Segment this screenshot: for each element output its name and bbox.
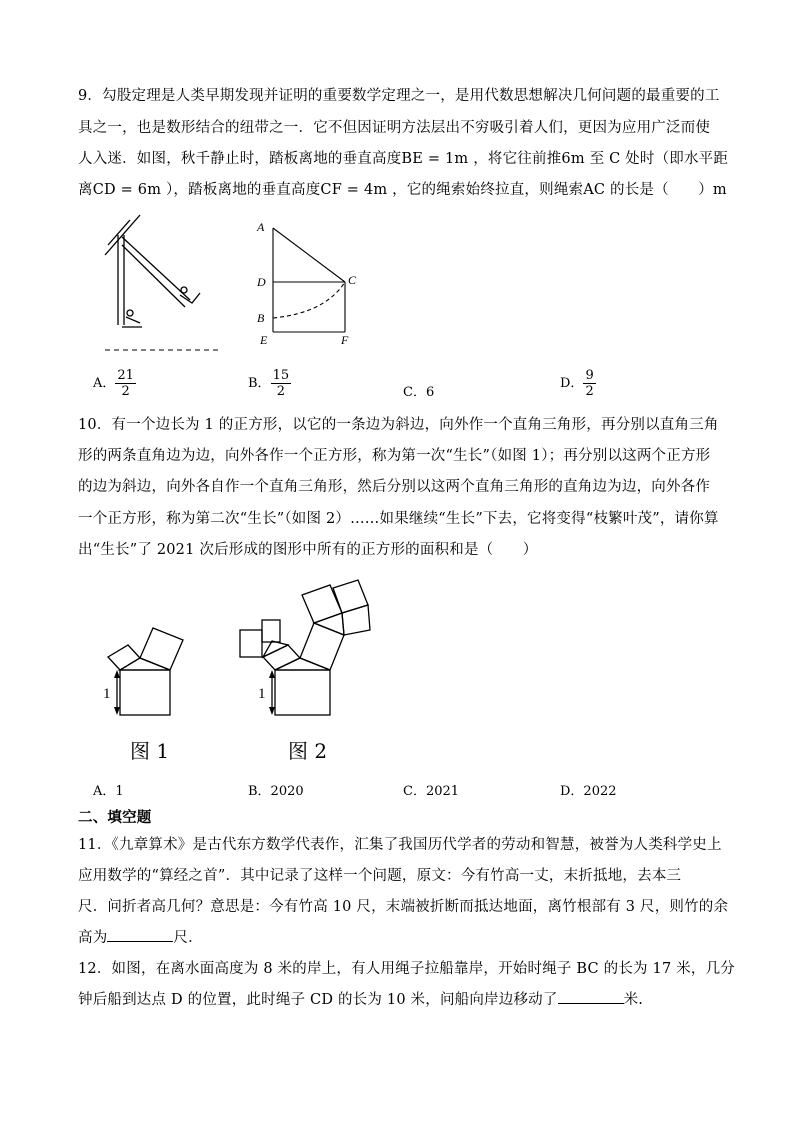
q11-suffix: 尺． — [173, 930, 203, 946]
label-b: B — [257, 311, 265, 325]
q9-option-c[interactable]: C．6 — [403, 385, 435, 400]
triangle-figure — [255, 218, 365, 348]
label-f: F — [341, 333, 349, 347]
q9-line-2: 具之一，也是数形结合的纽带之一．它不但因证明方法层出不穷吸引着人们，更因为应用广泛而使 — [78, 120, 711, 136]
q12-line-1: 12．如图，在离水面高度为 8 米的岸上，有人用绳子拉船靠岸，开始时绳子 BC 的长为 17 米，几分 — [78, 961, 735, 977]
label-a: A — [257, 220, 265, 234]
label-c: C — [348, 273, 357, 287]
q12-answer-blank[interactable] — [558, 991, 624, 1004]
q9-option-b[interactable]: B． $\frac{15}{2}$ — [248, 368, 290, 399]
q10-line-2: 形的两条直角边为边，向外各作一个正方形，称为第一次“生长”（如图 1）；再分别以这两个正方形 — [78, 448, 711, 464]
label-d: D — [257, 275, 266, 289]
q10-line-4: 一个正方形，称为第二次“生长”（如图 2）……如果继续“生长”下去，它将变得“枝繁叶茂”，请你算 — [78, 511, 719, 527]
q10-line-5: 出“生长”了 2021 次后形成的图形中所有的正方形的面积和是（ ） — [78, 542, 538, 558]
q9-option-d[interactable]: D． $\frac{9}{2}$ — [560, 368, 594, 399]
q9-line-1: 9．勾股定理是人类早期发现并证明的重要数学定理之一，是用代数思想解决几何问题的最重要的工 — [78, 88, 720, 104]
q12-line-2 — [78, 988, 643, 1009]
q11-answer-blank[interactable] — [107, 929, 173, 942]
growth-figure-1 — [95, 590, 215, 763]
label-e: E — [260, 333, 268, 347]
fig2-caption: 图 2 — [288, 739, 328, 763]
q10-line-1: 10．有一个边长为 1 的正方形，以它的一条边为斜边，向外作一个直角三角形，再分别以直角三角 — [78, 417, 719, 433]
fig1-caption: 图 1 — [130, 739, 170, 763]
q9-option-a[interactable]: A． $\frac{21}{2}$ — [93, 368, 134, 399]
q11-line-2: 应用数学的“算经之首”．其中记录了这样一个问题，原文：今有竹高一丈，末折抵地，去本三 — [78, 868, 682, 884]
q10-option-b[interactable]: B．2020 — [248, 784, 304, 799]
q11-line-4 — [78, 926, 203, 947]
q9-line-3: 人入迷．如图，秋千静止时，踏板离地的垂直高度BE = 1m ，将它往前推6m 至 C 处时（即水平距 — [78, 151, 729, 167]
growth-figure-2 — [230, 575, 400, 763]
q10-line-3: 的边为斜边，向外各自作一个直角三角形，然后分别以这两个直角三角形的直角边为边，向外各作 — [78, 479, 711, 495]
q11-prefix: 高为 — [78, 930, 108, 946]
q10-option-c[interactable]: C．2021 — [403, 784, 460, 799]
q11-line-3: 尺．问折者高几何？意思是：今有竹高 10 尺，末端被折断而抵达地面，离竹根部有 3 尺，则竹的余 — [78, 899, 729, 915]
fig1-side-label: 1 — [103, 686, 111, 702]
q10-option-d[interactable]: D．2022 — [560, 784, 617, 799]
q10-option-a[interactable]: A．1 — [93, 784, 124, 799]
q12-suffix: 米. — [623, 992, 644, 1008]
swing-figure — [100, 215, 240, 355]
fig2-side-label: 1 — [258, 686, 266, 702]
q11-line-1: 11．《九章算术》是古代东方数学代表作，汇集了我国历代学者的劳动和智慧，被誉为人类科学史上 — [78, 837, 722, 853]
q12-prefix: 钟后船到达点 D 的位置，此时绳子 CD 的长为 10 米，问船向岸边移动了 — [78, 992, 558, 1008]
section-title-fill-blank: 二、填空题 — [78, 809, 152, 826]
q9-line-4: 离CD = 6m ），踏板离地的垂直高度CF = 4m ，它的绳索始终拉直，则绳索AC 的长是（ ）m — [78, 182, 727, 198]
